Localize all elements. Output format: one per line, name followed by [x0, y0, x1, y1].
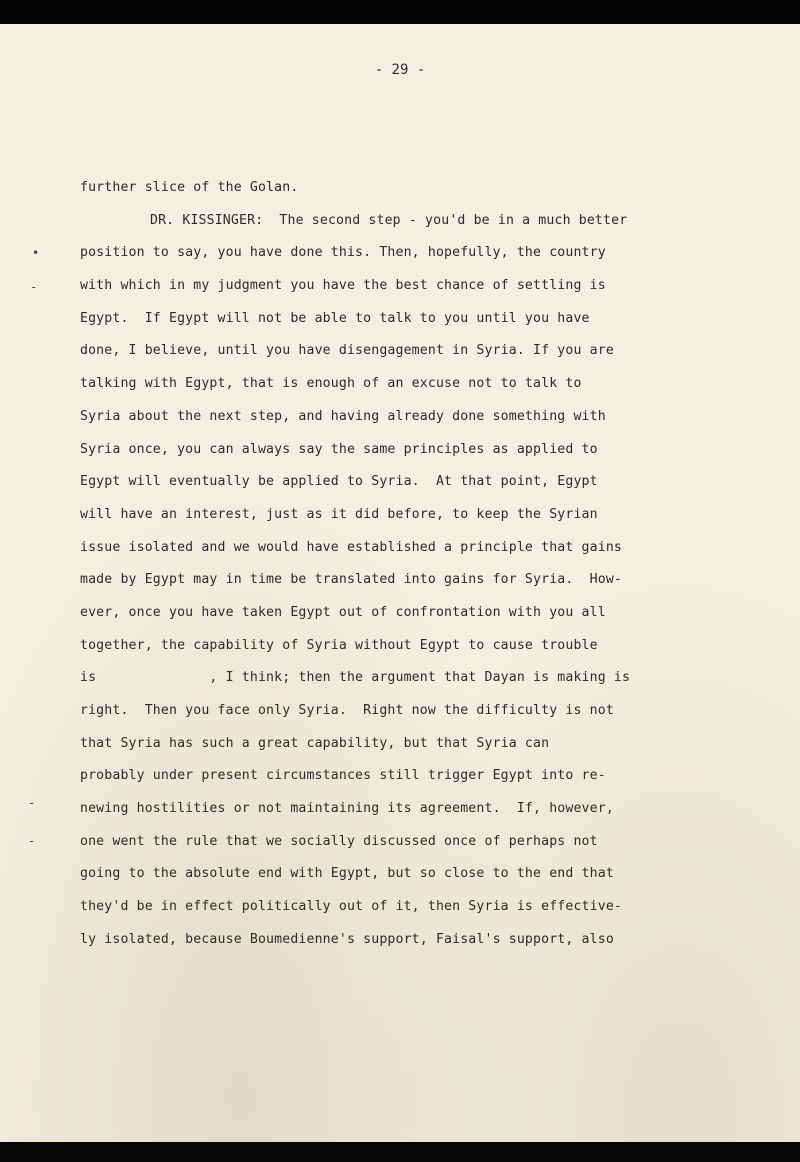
document-page — [0, 24, 800, 1142]
text-line: they'd be in effect politically out of it, then Syria is effective- — [80, 899, 622, 915]
text-line: ly isolated, because Boumedienne's support, Faisal's support, also — [80, 931, 614, 947]
text-line: that Syria has such a great capability, but that Syria can — [80, 735, 550, 751]
text-line: DR. KISSINGER: The second step - you'd be in a much better — [150, 212, 628, 228]
text-line: position to say, you have done this. Then, hopefully, the country — [80, 245, 606, 261]
scan-top-border — [0, 0, 800, 24]
text-line: together, the capability of Syria without Egypt to cause trouble — [80, 637, 598, 653]
text-line: is , I think; then the argument that Dayan is making is — [80, 670, 631, 686]
text-line: one went the rule that we socially discussed once of perhaps not — [80, 833, 598, 849]
text-line: Egypt will eventually be applied to Syria. At that point, Egypt — [80, 474, 598, 490]
text-line: done, I believe, until you have disengagement in Syria. If you are — [80, 343, 614, 359]
margin-mark: - — [28, 834, 36, 848]
text-line: will have an interest, just as it did before, to keep the Syrian — [80, 506, 598, 522]
margin-mark: - — [28, 796, 36, 810]
text-line: issue isolated and we would have established a principle that gains — [80, 539, 622, 555]
text-line: Syria about the next step, and having already done something with — [80, 408, 606, 424]
body-text — [80, 172, 740, 957]
scan-bottom-border — [0, 1142, 800, 1162]
text-line: Egypt. If Egypt will not be able to talk to you until you have — [80, 310, 590, 326]
text-line: right. Then you face only Syria. Right now the difficulty is not — [80, 703, 614, 718]
text-line: with which in my judgment you have the best chance of settling is — [80, 278, 606, 294]
text-line: talking with Egypt, that is enough of an excuse not to talk to — [80, 376, 582, 392]
text-line: probably under present circumstances still trigger Egypt into re- — [80, 768, 606, 784]
text-line: newing hostilities or not maintaining its agreement. If, however, — [80, 801, 614, 817]
page-number: - 29 - — [374, 62, 426, 78]
text-line: going to the absolute end with Egypt, but so close to the end that — [80, 866, 614, 882]
text-line: Syria once, you can always say the same principles as applied to — [80, 441, 598, 457]
margin-mark: - — [30, 280, 38, 294]
text-line: ever, once you have taken Egypt out of confrontation with you all — [80, 604, 606, 620]
margin-mark: • — [32, 246, 40, 260]
text-line: further slice of the Golan. — [80, 180, 299, 195]
text-line: made by Egypt may in time be translated into gains for Syria. How- — [80, 572, 622, 588]
